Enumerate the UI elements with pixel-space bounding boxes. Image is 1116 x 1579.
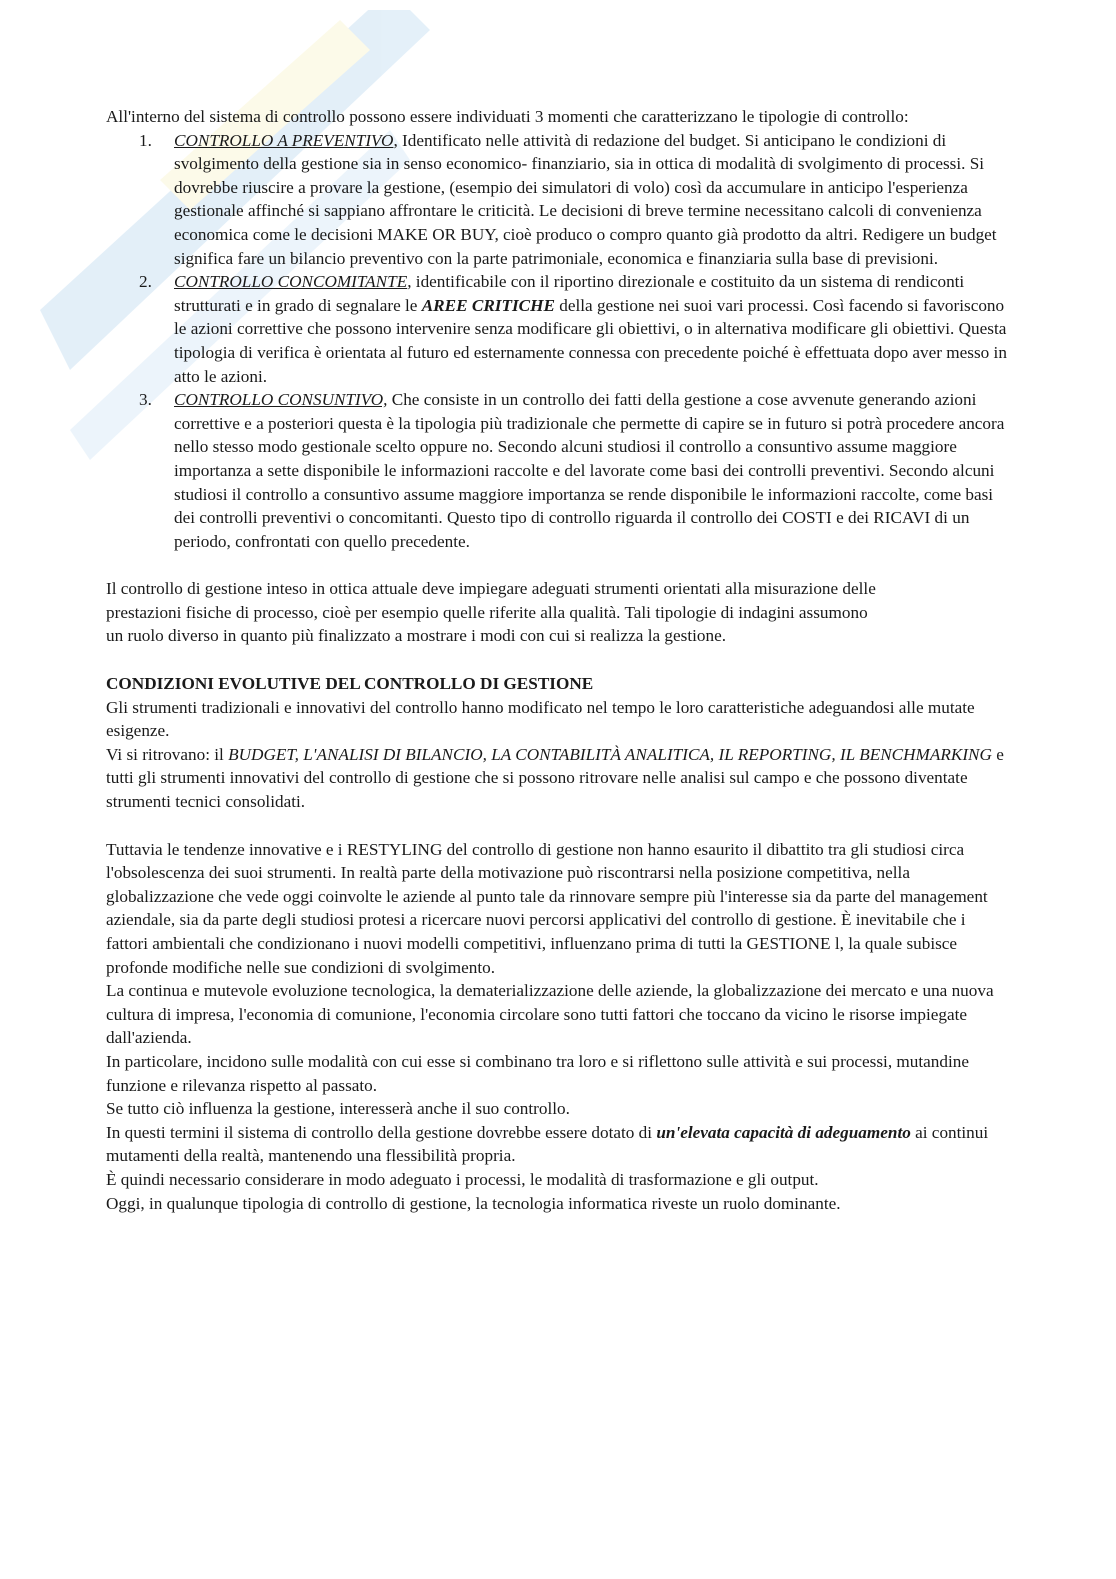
list-item-text: , Identificato nelle attività di redazione del budget. Si anticipano le condizioni di svolgimento della gestione sia in senso economico- finanziario, sia in ottica di modalità di svolgimento di processi. Si dovrebbe riuscire a provare la gestione, (esempio dei simulatori di volo) così da accumulare in anticipo l'esperienza gestionale affinché si sappiano affrontare le criticità. Le decisioni di breve termine necessitano calcoli di convenienza economica come le decisioni MAKE OR BUY, cioè produco o compro quanto già prodotto da altri. Redigere un budget significa fare un bilancio preventivo con la parte patrimoniale, economica e finanziaria sulla base di previsioni.	[174, 130, 997, 268]
list-number: 2.	[139, 272, 152, 292]
paragraph: È quindi necessario considerare in modo adeguato i processi, le modalità di trasformazione e gli output.	[106, 1169, 819, 1189]
list-item-text: della gestione nei suoi vari processi. Così facendo si favoriscono le azioni correttive che possono intervenire senza modificare gli obiettivi, o in alternativa modificare gli obiettivi. Questa tipologia di verifica è orientata al futuro ed esternamente connessa con precedente poiché è effettuata dopo aver messo in atto le azioni.	[174, 295, 1007, 386]
paragraph: Tuttavia le tendenze innovative e i RESTYLING del controllo di gestione non hanno esaurito il dibattito tra gli studiosi circa l'obsolescenza dei suoi strumenti. In realtà parte della motivazione può riscontrarsi nella posizione competitiva, nella globalizzazione che vede oggi coinvolte le aziende al punto tale da rinnovare sempre più l'interesse sia da parte del management aziendale, sia da parte degli studiosi protesi a ricercare nuovi percorsi applicativi del controllo di gestione. È inevitabile che i fattori ambientali che condizionano i nuovi modelli competitivi, influenzano prima di tutti la GESTIONE l, la quale subisce profonde modifiche nelle sue condizioni di svolgimento.	[106, 839, 988, 977]
list-item-title: CONTROLLO A PREVENTIVO	[174, 130, 394, 150]
paragraph: In particolare, incidono sulle modalità con cui esse si combinano tra loro e si riflettono sulle attività e sui processi, mutandine funzione e rilevanza rispetto al passato.	[106, 1051, 969, 1095]
paragraph: La continua e mutevole evoluzione tecnologica, la dematerializzazione delle aziende, la globalizzazione dei mercato e una nuova cultura di impresa, l'economia di comunione, l'economia circolare sono tutti fattori che toccano da vicino le risorse impiegate dall'azienda.	[106, 981, 994, 1048]
list-item-emphasis: AREE CRITICHE	[421, 295, 555, 315]
paragraph: Il controllo di gestione inteso in ottica attuale deve impiegare adeguati strumenti orientati alla misurazione delle prestazioni fisiche di processo, cioè per esempio quelle riferite alla qualità. Tali tipologie di indagini assumono un ruolo diverso in quanto più finalizzato a mostrare i modi con cui si realizza la gestione.	[106, 579, 876, 646]
emphasis-text: un'elevata capacità di adeguamento	[656, 1122, 911, 1142]
list-item	[106, 129, 1008, 271]
list-number: 3.	[139, 390, 152, 410]
tools-list-italic: BUDGET, L'ANALISI DI BILANCIO, LA CONTABILITÀ ANALITICA, IL REPORTING, IL BENCHMARKING	[228, 744, 992, 764]
list-item-title: CONTROLLO CONSUNTIVO,	[174, 390, 388, 410]
section-heading: CONDIZIONI EVOLUTIVE DEL CONTROLLO DI GESTIONE	[106, 674, 594, 694]
intro-paragraph: All'interno del sistema di controllo possono essere individuati 3 momenti che caratterizzano le tipologie di controllo:	[106, 107, 909, 126]
document-body	[106, 105, 1008, 1215]
list-item-text: Che consiste in un controllo dei fatti della gestione a cose avvenute generando azioni correttive e a posteriori questa è la tipologia più tradizionale che permette di capire se in futuro si potrà procedere ancora nello stesso modo gestionale scelto oppure no. Secondo alcuni studiosi il controllo a consuntivo assume maggiore importanza a sette disponibile le informazioni raccolte e del lavorate come basi dei controlli preventivi. Secondo alcuni studiosi il controllo a consuntivo assume maggiore importanza se rende disponibile le informazioni raccolte, come basi dei controlli preventivi o concomitanti. Questo tipo di controllo riguarda il controllo dei COSTI e dei RICAVI di un periodo, confrontati con quello precedente.	[174, 390, 1005, 551]
list-item-title: CONTROLLO CONCOMITANTE	[174, 272, 408, 292]
paragraph: Oggi, in qualunque tipologia di controllo di gestione, la tecnologia informatica riveste un ruolo dominante.	[106, 1193, 841, 1213]
list-item	[106, 270, 1008, 388]
paragraph: Gli strumenti tradizionali e innovativi del controllo hanno modificato nel tempo le loro caratteristiche adeguandosi alle mutate esigenze.	[106, 697, 975, 741]
list-number: 1.	[139, 130, 152, 150]
paragraph: Se tutto ciò influenza la gestione, interesserà anche il suo controllo.	[106, 1099, 570, 1119]
paragraph: In questi termini il sistema di controllo della gestione dovrebbe essere dotato di un'elevata capacità di adeguamento ai continui mutamenti della realtà, mantenendo una flessibilità propria.	[106, 1122, 989, 1166]
list-item	[106, 388, 1008, 553]
list-item-text: , identificabile con il riportino direzionale e costituito da un sistema di rendiconti strutturati e in grado di segnalare le	[174, 272, 965, 315]
paragraph: Vi si ritrovano: il BUDGET, L'ANALISI DI BILANCIO, LA CONTABILITÀ ANALITICA, IL REPORTING, IL BENCHMARKING e tutti gli strumenti innovativi del controllo di gestione che si possono ritrovare nelle analisi sul campo e che possono diventate strumenti tecnici consolidati.	[106, 744, 1004, 812]
control-types-list	[106, 129, 1008, 554]
